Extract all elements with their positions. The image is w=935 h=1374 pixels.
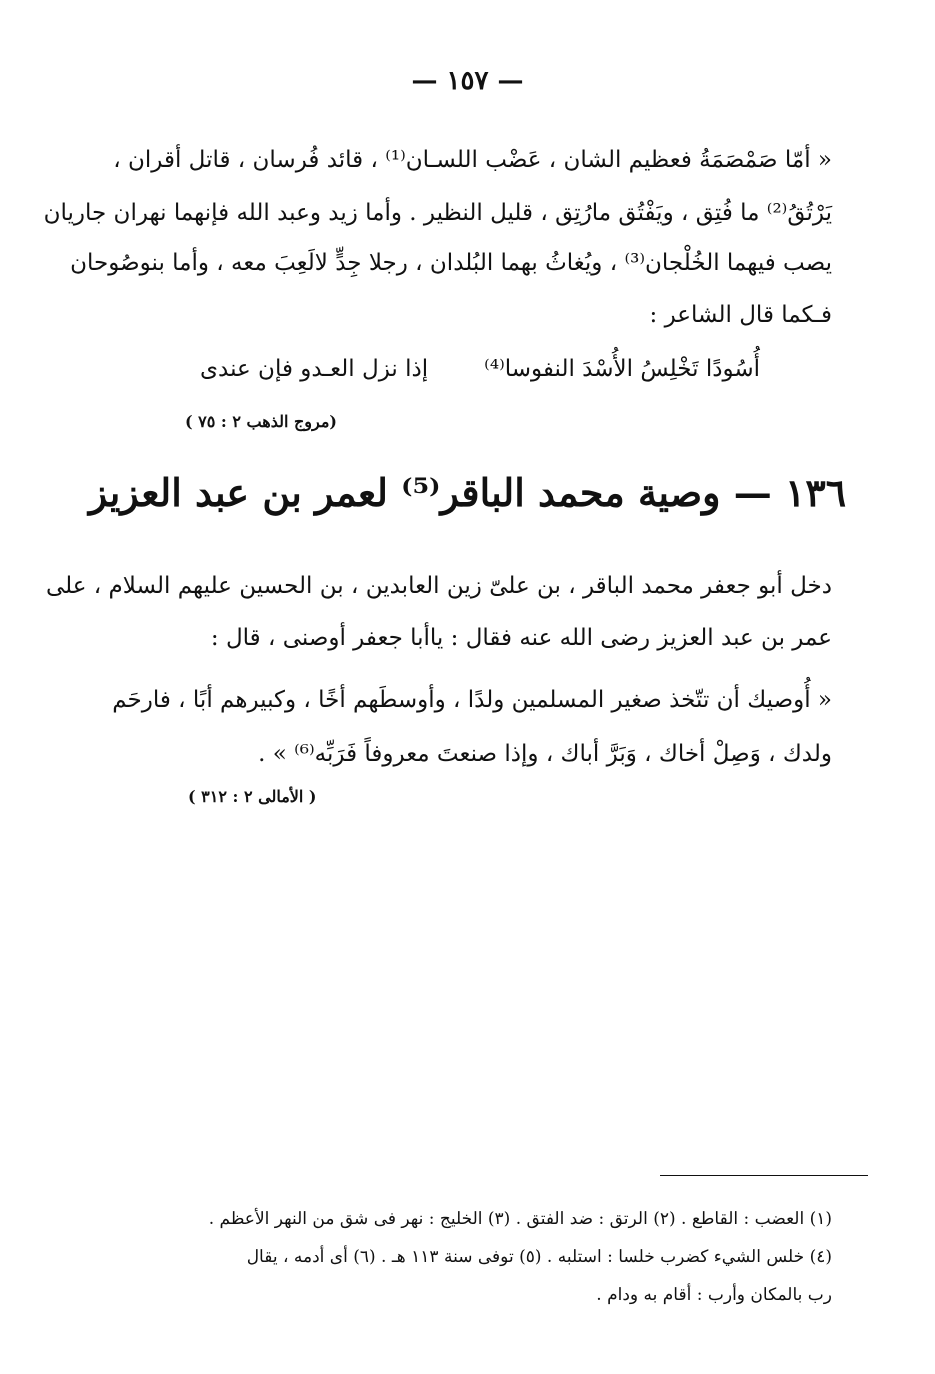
text-line: « أُوصيك أن تتّخذ صغير المسلمين ولدًا ، وأوسطَهم أخًا ، وكبيرهم أبًا ، فارحَم [112,687,832,713]
section-heading: ١٣٦ — وصية محمد الباقر⁽⁵⁾ لعمر بن عبد العزيز [88,470,847,515]
paragraph-intro [45,566,832,658]
footnote-line: (١) العضب : القاطع . (٢) الرتق : ضد الفتق . (٣) الخليج : نهر فى شق من النهر الأعظم . [208,1209,832,1229]
footnotes [132,1200,832,1314]
text-line: يصب فيهما الخُلْجان⁽³⁾ ، ويُغاثُ بهما البُلدان ، رجلا جِدٍّ لالَعِبَ معه ، وأما بنوصُوحان [70,250,832,276]
source-citation: (مروج الذهب ٢ : ٧٥ ) [185,412,337,431]
text-line: عمر بن عبد العزيز رضى الله عنه فقال : ياأبا جعفر أوصنى ، قال : [210,625,832,651]
paragraph-advice [112,680,832,774]
paragraph-praise [43,140,832,335]
footnote-line: رب بالمكان وأرب : أقام به ودام . [596,1285,832,1305]
footnote-line: (٤) خلس الشيء كضرب خلسا : استلبه . (٥) توفى سنة ١١٣ هـ . (٦) أى أدمه ، يقال [246,1247,832,1267]
text-line: فـكما قال الشاعر : [649,302,832,328]
text-line: « أمّا صَمْصَمَةُ فعظيم الشان ، عَضْب اللسـان⁽¹⁾ ، قائد فُرسان ، قاتل أقران ، [113,147,832,173]
footnote-divider [660,1175,868,1176]
poem-verse [200,356,760,382]
text-line: دخل أبو جعفر محمد الباقر ، بن علىّ زين العابدين ، بن الحسين عليهم السلام ، على [45,573,832,599]
verse-second-hemistich: أُسُودًا تَخْلِسُ الأُسْدَ النفوسا⁽⁴⁾ [484,356,760,382]
source-citation: ( الأمالى ٢ : ٣١٢ ) [188,787,317,806]
verse-first-hemistich: إذا نزل العـدو فإن عندى [200,356,429,382]
page-number: — ١٥٧ — [411,66,524,96]
text-line: يَرْتُقُ⁽²⁾ ما فُتِق ، ويَفْتُق مارُتِق ، قليل النظير . وأما زيد وعبد الله فإنهما نهران جاريان [43,200,832,226]
text-line: ولدك ، وَصِلْ أخاك ، وَبَرَّ أباك ، وإذا صنعتَ معروفاً فَرَبِّه⁽⁶⁾ » . [258,741,832,767]
